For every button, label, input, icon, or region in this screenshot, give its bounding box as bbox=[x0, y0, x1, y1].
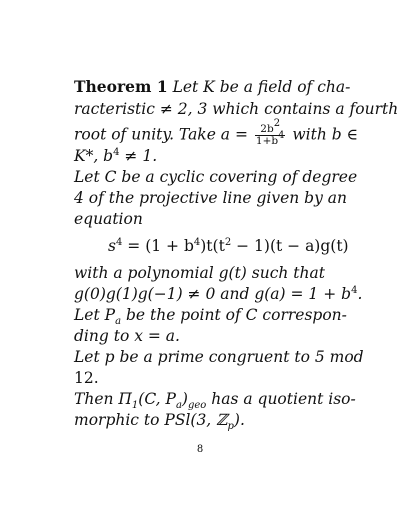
equation-exp-2: 4 bbox=[193, 237, 201, 248]
display-equation bbox=[108, 237, 349, 255]
theorem-text-14d: has a quotient iso- bbox=[211, 390, 356, 408]
theorem-text-12: Let p be a prime congruent to 5 mod bbox=[74, 348, 364, 366]
theorem-line-15 bbox=[74, 411, 245, 432]
theorem-text-13: 12. bbox=[74, 369, 99, 387]
equation-exp-3: 2 bbox=[224, 237, 232, 248]
line4-exponent: 4 bbox=[113, 147, 120, 158]
theorem-line-5 bbox=[74, 168, 357, 186]
theorem-text-7: equation bbox=[74, 210, 143, 228]
equation-exp-1: 4 bbox=[115, 237, 123, 248]
theorem-line-1 bbox=[74, 78, 350, 96]
page-number: 8 bbox=[196, 444, 204, 455]
theorem-text-9: g(0)g(1)g(−1) ≠ 0 and g(a) = 1 + b bbox=[74, 285, 352, 303]
equation-s: s bbox=[108, 237, 116, 255]
theorem-line-6 bbox=[74, 189, 347, 207]
line14-subscript-2: a bbox=[175, 400, 182, 411]
equation-part-b: = (1 + b bbox=[127, 237, 194, 255]
theorem-text-14a: Then Π bbox=[74, 390, 132, 408]
theorem-line-13 bbox=[74, 369, 99, 387]
theorem-line-3 bbox=[74, 118, 359, 147]
theorem-text-2: racteristic ≠ 2, 3 which contains a fourth bbox=[74, 100, 399, 118]
theorem-line-10 bbox=[74, 306, 347, 327]
theorem-text-5: Let C be a cyclic covering of degree bbox=[74, 168, 358, 186]
theorem-text-15b: ). bbox=[233, 411, 245, 429]
denominator-text: 1+b bbox=[255, 135, 279, 147]
theorem-line-4 bbox=[74, 147, 157, 165]
theorem-text-1: Let K be a field of cha- bbox=[172, 78, 351, 96]
theorem-text-14b: (C, P bbox=[138, 390, 176, 408]
theorem-line-12 bbox=[74, 348, 364, 366]
theorem-line-8 bbox=[74, 264, 325, 282]
theorem-label: Theorem 1 bbox=[74, 77, 168, 96]
line14-subscript-3: geo bbox=[187, 400, 207, 411]
theorem-text-10b: be the point of C correspon- bbox=[125, 306, 347, 324]
line9-exponent: 4 bbox=[351, 285, 358, 296]
line14-subscript-1: 1 bbox=[131, 400, 139, 411]
theorem-text-6: 4 of the projective line given by an bbox=[74, 189, 348, 207]
theorem-line-14 bbox=[74, 390, 356, 411]
theorem-line-2 bbox=[74, 100, 398, 118]
theorem-text-10a: Let P bbox=[74, 306, 116, 324]
theorem-line-7 bbox=[74, 210, 143, 228]
theorem-text-4: K*, b bbox=[74, 147, 114, 165]
equation-part-d: − 1)(t − a)g(t) bbox=[236, 237, 349, 255]
theorem-text-3a: root of unity. Take a = bbox=[74, 125, 248, 144]
theorem-text-15a: morphic to PSl(3, ℤ bbox=[74, 411, 228, 429]
theorem-text-4-end: ≠ 1. bbox=[124, 147, 158, 165]
theorem-text-14c: ) bbox=[181, 390, 188, 408]
line15-subscript: p bbox=[227, 421, 234, 432]
line10-subscript: a bbox=[115, 316, 122, 327]
equation-part-c: )t(t bbox=[200, 237, 225, 255]
theorem-text-11: ding to x = a. bbox=[74, 327, 180, 345]
theorem-line-9 bbox=[74, 285, 362, 303]
theorem-text-9-end: . bbox=[357, 285, 363, 303]
fraction bbox=[255, 118, 286, 147]
numerator-text: 2b bbox=[260, 123, 274, 135]
denominator-exponent: 4 bbox=[278, 130, 285, 141]
theorem-text-8: with a polynomial g(t) such that bbox=[74, 264, 325, 282]
numerator-exponent: 2 bbox=[273, 118, 281, 129]
fraction-denominator bbox=[255, 130, 286, 147]
theorem-line-11 bbox=[74, 327, 180, 345]
theorem-text-3b: with b ∈ bbox=[292, 125, 359, 144]
